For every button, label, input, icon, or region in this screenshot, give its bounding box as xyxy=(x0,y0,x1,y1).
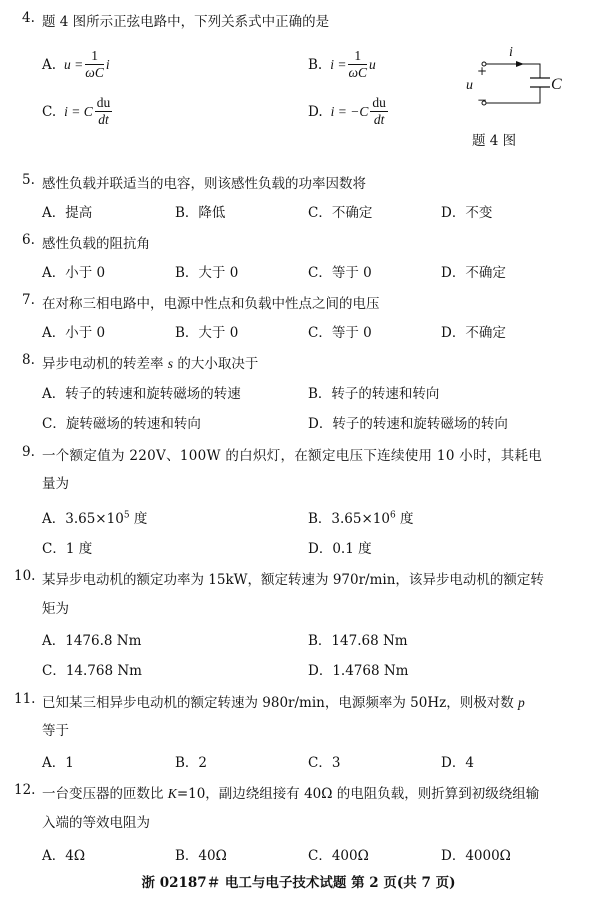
q11-stem-line2: 等于 xyxy=(42,723,69,739)
q12-option-b: B．40Ω xyxy=(175,848,227,864)
q5-stem: 感性负载并联适当的电容，则该感性负载的功率因数将 xyxy=(42,176,366,192)
figure-caption: 题 4 图 xyxy=(472,133,517,149)
formula-rhs: i xyxy=(105,56,110,72)
q5-option-b: B．降低 xyxy=(175,205,226,221)
formula-lhs: i = −C xyxy=(330,103,369,119)
q7-stem: 在对称三相电路中，电源中性点和负载中性点之间的电压 xyxy=(42,296,380,312)
minus-sign: − xyxy=(477,93,488,107)
page-footer: 浙 02187＃ 电工与电子技术试题 第 2 页(共 7 页) xyxy=(141,875,456,891)
q4-option-c xyxy=(42,95,114,128)
q12-stem-part: 一台变压器的匝数比 xyxy=(42,786,164,802)
q6-option-a: A．小于 0 xyxy=(42,265,106,281)
q7-number: 7. xyxy=(22,292,35,308)
q7-option-d: D．不确定 xyxy=(441,325,506,341)
q8-option-c: C．旋转磁场的转速和转向 xyxy=(42,416,201,432)
q9-option-b xyxy=(308,507,414,527)
q9-number: 9. xyxy=(22,444,35,460)
q10-option-b: B．147.68 Nm xyxy=(308,633,408,649)
formula-lhs: u = xyxy=(64,56,84,72)
q11-number: 11. xyxy=(14,691,36,707)
q10-stem-line2: 矩为 xyxy=(42,601,69,617)
option-label: B． xyxy=(308,511,332,527)
voltage-label: u xyxy=(466,78,473,93)
q12-option-a: A．4Ω xyxy=(42,848,86,864)
wire-top xyxy=(486,64,540,78)
fraction xyxy=(370,95,388,128)
q8-stem-part: 异步电动机的转差率 xyxy=(42,356,164,372)
q11-option-c: C．3 xyxy=(308,755,341,771)
option-label: D. xyxy=(308,103,323,120)
circuit-figure xyxy=(462,40,582,120)
numerator: du xyxy=(372,95,386,110)
q6-number: 6. xyxy=(22,232,35,248)
q11-option-a: A．1 xyxy=(42,755,74,771)
exponent: 6 xyxy=(389,510,396,521)
q10-option-c: C．14.768 Nm xyxy=(42,663,142,679)
q8-option-d: D．转子的转速和旋转磁场的转向 xyxy=(308,416,508,432)
q11-variable: p xyxy=(518,695,525,710)
q9-option-d: D．0.1 度 xyxy=(308,541,372,557)
q8-option-b: B．转子的转速和转向 xyxy=(308,386,440,402)
formula-lhs: i = xyxy=(330,56,347,72)
q9-stem-line2: 量为 xyxy=(42,476,69,492)
q6-option-c: C．等于 0 xyxy=(308,265,372,281)
plus-sign: + xyxy=(477,64,488,78)
exponent: 5 xyxy=(123,510,130,521)
q9-stem-line1: 一个额定值为 220V、100W 的白炽灯，在额定电压下连续使用 10 小时，其耗电 xyxy=(42,448,543,464)
q4-option-d xyxy=(308,95,390,128)
q7-option-c: C．等于 0 xyxy=(308,325,372,341)
q5-option-c: C．不确定 xyxy=(308,205,373,221)
q4-stem: 题 4 图所示正弦电路中，下列关系式中正确的是 xyxy=(42,14,330,30)
q8-stem-part: 的大小取决于 xyxy=(177,356,259,372)
q4-option-b xyxy=(308,48,376,81)
numerator: 1 xyxy=(348,48,367,65)
numerator: du xyxy=(96,95,111,110)
fraction xyxy=(85,48,104,81)
q10-number: 10. xyxy=(14,568,36,584)
q9-option-c: C．1 度 xyxy=(42,541,93,557)
option-label: A． xyxy=(42,511,66,527)
q4-number: 4. xyxy=(22,10,35,26)
q7-option-b: B．大于 0 xyxy=(175,325,239,341)
option-unit: 度 xyxy=(129,511,148,527)
formula-rhs: u xyxy=(369,56,376,72)
q12-option-c: C．400Ω xyxy=(308,848,369,864)
q12-stem-line2: 入端的等效电阻为 xyxy=(42,815,150,831)
numerator: 1 xyxy=(85,48,104,65)
formula-lhs: i = C xyxy=(64,103,93,119)
current-label: i xyxy=(509,45,513,60)
wire-bottom xyxy=(486,87,540,103)
q12-option-d: D．4000Ω xyxy=(441,848,511,864)
denominator: ωC xyxy=(85,65,104,80)
q7-option-a: A．小于 0 xyxy=(42,325,106,341)
q6-option-b: B．大于 0 xyxy=(175,265,239,281)
q5-number: 5. xyxy=(22,172,35,188)
option-value: 3.65×10 xyxy=(331,511,390,527)
q11-stem-line1 xyxy=(42,691,525,711)
denominator: dt xyxy=(373,112,385,127)
q5-option-d: D．不变 xyxy=(441,205,493,221)
fraction xyxy=(348,48,367,81)
q12-stem-part: =10，副边绕组接有 40Ω 的电阻负载，则折算到初级绕组输 xyxy=(176,786,540,802)
q11-stem-part: 已知某三相异步电动机的额定转速为 980r/min，电源频率为 50Hz，则极对数 xyxy=(42,695,514,711)
q11-option-b: B．2 xyxy=(175,755,208,771)
option-label: A. xyxy=(42,56,57,73)
fraction xyxy=(95,95,113,128)
q10-stem-line1: 某异步电动机的额定功率为 15kW，额定转速为 970r/min，该异步电动机的额定转 xyxy=(42,572,544,588)
q10-option-a: A．1476.8 Nm xyxy=(42,633,142,649)
q12-number: 12. xyxy=(14,782,36,798)
q12-stem-line1 xyxy=(42,782,539,802)
q5-option-a: A．提高 xyxy=(42,205,93,221)
q8-stem xyxy=(42,352,258,372)
denominator: ωC xyxy=(348,65,368,80)
q9-option-a xyxy=(42,507,147,527)
q11-option-d: D．4 xyxy=(441,755,474,771)
option-unit: 度 xyxy=(395,511,414,527)
q6-option-d: D．不确定 xyxy=(441,265,506,281)
q6-stem: 感性负载的阻抗角 xyxy=(42,236,150,252)
denominator: dt xyxy=(98,112,109,127)
q8-number: 8. xyxy=(22,352,35,368)
q8-option-a: A．转子的转速和旋转磁场的转速 xyxy=(42,386,241,402)
q4-option-a xyxy=(42,48,110,81)
current-arrow-icon xyxy=(516,61,524,67)
option-label: B. xyxy=(308,56,323,73)
q8-variable: s xyxy=(167,356,174,371)
capacitor-label: C xyxy=(551,76,562,93)
option-label: C. xyxy=(42,103,57,120)
q12-variable: K xyxy=(167,786,177,801)
option-value: 3.65×10 xyxy=(65,511,124,527)
q10-option-d: D．1.4768 Nm xyxy=(308,663,409,679)
